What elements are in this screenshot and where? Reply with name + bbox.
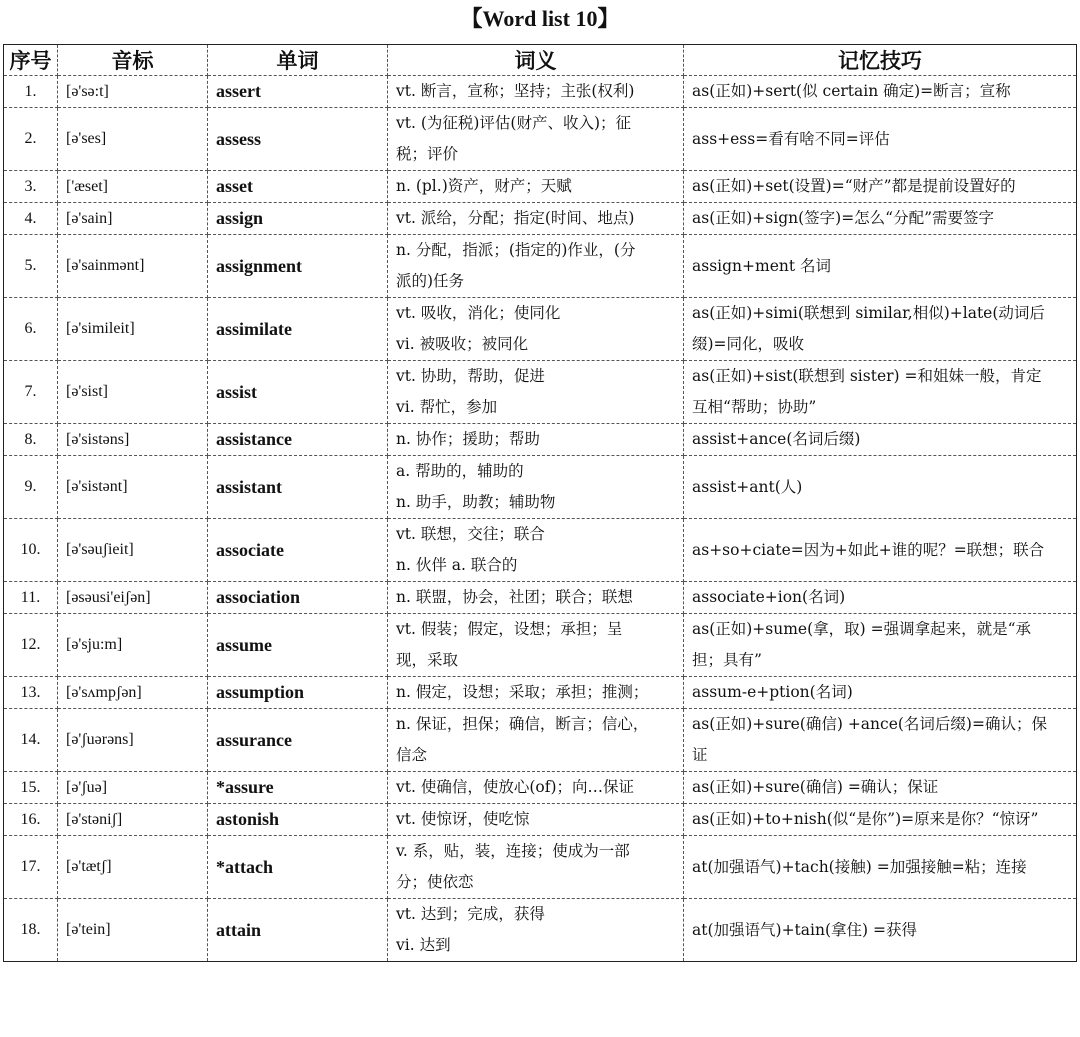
tip-line: as+so+ciate=因为+如此+谁的呢？=联想；联合: [692, 540, 1045, 559]
meaning-line: vt. 断言，宣称；坚持；主张(权利): [396, 82, 635, 100]
table-row: [4, 582, 1077, 614]
meaning-line: v. 系，贴，装，连接；使成为一部: [396, 842, 630, 860]
tip-line: 互相“帮助；协助”: [692, 398, 817, 416]
row-phonetic: [ə'stəniʃ]: [58, 804, 208, 836]
row-phonetic: [ə'ʃuə]: [58, 772, 208, 804]
row-index: 7.: [4, 361, 58, 424]
row-index: 17.: [4, 836, 58, 899]
row-phonetic: [ə'sistənt]: [58, 456, 208, 519]
tip-line: 缀)=同化，吸收: [692, 335, 805, 353]
row-word: assumption: [208, 677, 388, 709]
row-index: 11.: [4, 582, 58, 614]
row-phonetic: [ə'sistəns]: [58, 424, 208, 456]
table-row: [4, 108, 1077, 171]
row-meaning: [388, 76, 684, 108]
table-row: [4, 171, 1077, 203]
row-word: association: [208, 582, 388, 614]
row-index: 12.: [4, 614, 58, 677]
header-word: 单词: [208, 45, 388, 76]
row-word: assimilate: [208, 298, 388, 361]
row-word: assist: [208, 361, 388, 424]
header-memory-tip: 记忆技巧: [684, 45, 1077, 76]
meaning-line: vt. (为征税)评估(财产、收入)；征: [396, 114, 632, 132]
meaning-line: 派的)任务: [396, 272, 465, 290]
row-phonetic: [ə'tein]: [58, 899, 208, 962]
tip-line: as(正如)+sure(确信) =确认；保证: [692, 778, 939, 796]
row-index: 3.: [4, 171, 58, 203]
tip-line: assign+ment 名词: [692, 256, 832, 275]
meaning-line: a. 帮助的，辅助的: [396, 462, 524, 480]
row-memory-tip: [684, 235, 1077, 298]
row-memory-tip: [684, 836, 1077, 899]
tip-line: assist+ance(名词后缀): [692, 430, 861, 448]
row-phonetic: [ə'ses]: [58, 108, 208, 171]
meaning-line: vi. 被吸收；被同化: [396, 335, 529, 353]
row-phonetic: [ə'sain]: [58, 203, 208, 235]
row-memory-tip: [684, 899, 1077, 962]
row-index: 13.: [4, 677, 58, 709]
row-index: 15.: [4, 772, 58, 804]
meaning-line: 现，采取: [396, 651, 459, 669]
row-index: 10.: [4, 519, 58, 582]
row-word: assistant: [208, 456, 388, 519]
page-title: 【Word list 10】: [460, 6, 620, 31]
row-memory-tip: [684, 203, 1077, 235]
row-word: assistance: [208, 424, 388, 456]
table-row: [4, 519, 1077, 582]
table-row: [4, 456, 1077, 519]
row-meaning: [388, 171, 684, 203]
row-word: *attach: [208, 836, 388, 899]
row-phonetic: [ə'tætʃ]: [58, 836, 208, 899]
tip-line: as(正如)+sert(似 certain 确定)=断言；宣称: [692, 82, 1011, 100]
row-phonetic: [ə'sʌmpʃən]: [58, 677, 208, 709]
table-row: [4, 677, 1077, 709]
tip-line: ass+ess=看有啥不同=评估: [692, 129, 890, 148]
word-list-table: [3, 44, 1077, 962]
table-row: [4, 709, 1077, 772]
row-memory-tip: [684, 519, 1077, 582]
row-memory-tip: [684, 582, 1077, 614]
meaning-line: n. 保证，担保；确信，断言；信心，: [396, 715, 649, 733]
table-row: [4, 899, 1077, 962]
tip-line: as(正如)+sure(确信) +ance(名词后缀)=确认；保: [692, 715, 1047, 733]
row-meaning: [388, 709, 684, 772]
row-phonetic: [ə'ʃuərəns]: [58, 709, 208, 772]
row-memory-tip: [684, 424, 1077, 456]
table-row: [4, 298, 1077, 361]
row-memory-tip: [684, 677, 1077, 709]
header-meaning: 词义: [388, 45, 684, 76]
meaning-line: vt. 协助，帮助，促进: [396, 367, 545, 385]
row-memory-tip: [684, 772, 1077, 804]
tip-line: at(加强语气)+tain(拿住) =获得: [692, 920, 917, 939]
row-index: 6.: [4, 298, 58, 361]
tip-line: 证: [692, 746, 708, 764]
row-word: astonish: [208, 804, 388, 836]
row-word: *assure: [208, 772, 388, 804]
tip-line: as(正如)+simi(联想到 similar,相似)+late(动词后: [692, 304, 1045, 322]
meaning-line: 税；评价: [396, 145, 459, 163]
row-phonetic: [ə'sju:m]: [58, 614, 208, 677]
row-index: 5.: [4, 235, 58, 298]
row-meaning: [388, 677, 684, 709]
meaning-line: n. 分配，指派；(指定的)作业，(分: [396, 241, 636, 259]
row-meaning: [388, 772, 684, 804]
tip-line: at(加强语气)+tach(接触) =加强接触=粘；连接: [692, 857, 1027, 876]
row-word: assurance: [208, 709, 388, 772]
row-memory-tip: [684, 108, 1077, 171]
meaning-line: n. 联盟，协会，社团；联合；联想: [396, 588, 633, 606]
meaning-line: 信念: [396, 746, 428, 764]
row-phonetic: [ə'səuʃieit]: [58, 519, 208, 582]
table-row: [4, 361, 1077, 424]
tip-line: assist+ant(人): [692, 477, 803, 496]
row-memory-tip: [684, 171, 1077, 203]
row-index: 14.: [4, 709, 58, 772]
meaning-line: vt. 联想，交往；联合: [396, 525, 545, 543]
row-word: assignment: [208, 235, 388, 298]
row-memory-tip: [684, 298, 1077, 361]
meaning-line: n. 协作；援助；帮助: [396, 430, 540, 448]
header-index: 序号: [4, 45, 58, 76]
row-word: assume: [208, 614, 388, 677]
row-index: 1.: [4, 76, 58, 108]
table-row: [4, 614, 1077, 677]
row-index: 18.: [4, 899, 58, 962]
row-word: assess: [208, 108, 388, 171]
row-memory-tip: [684, 614, 1077, 677]
tip-line: as(正如)+sist(联想到 sister) =和姐妹一般，肯定: [692, 367, 1042, 385]
meaning-line: vt. 派给，分配；指定(时间、地点): [396, 209, 635, 227]
row-meaning: [388, 519, 684, 582]
meaning-line: vt. 达到；完成，获得: [396, 905, 545, 923]
row-meaning: [388, 298, 684, 361]
tip-line: as(正如)+sign(签字)=怎么“分配”需要签字: [692, 209, 995, 227]
meaning-line: vt. 使惊讶，使吃惊: [396, 810, 530, 828]
row-meaning: [388, 582, 684, 614]
row-phonetic: [ə'sainmənt]: [58, 235, 208, 298]
table-row: [4, 424, 1077, 456]
row-phonetic: [ə'sə:t]: [58, 76, 208, 108]
tip-line: as(正如)+sume(拿，取) =强调拿起来，就是“承: [692, 620, 1032, 638]
row-index: 4.: [4, 203, 58, 235]
tip-line: as(正如)+set(设置)=“财产”都是提前设置好的: [692, 177, 1016, 195]
table-header-row: [4, 45, 1077, 76]
header-phonetic: 音标: [58, 45, 208, 76]
row-index: 16.: [4, 804, 58, 836]
table-row: [4, 772, 1077, 804]
row-memory-tip: [684, 709, 1077, 772]
row-memory-tip: [684, 456, 1077, 519]
row-memory-tip: [684, 361, 1077, 424]
tip-line: assum-e+ption(名词): [692, 683, 853, 701]
meaning-line: n. 伙伴 a. 联合的: [396, 556, 518, 574]
row-meaning: [388, 804, 684, 836]
row-word: attain: [208, 899, 388, 962]
row-word: asset: [208, 171, 388, 203]
table-row: [4, 76, 1077, 108]
row-meaning: [388, 836, 684, 899]
row-meaning: [388, 235, 684, 298]
meaning-line: vt. 使确信，使放心(of)；向…保证: [396, 778, 635, 796]
row-phonetic: ['æset]: [58, 171, 208, 203]
row-index: 8.: [4, 424, 58, 456]
row-meaning: [388, 456, 684, 519]
meaning-line: n. (pl.)资产，财产；天赋: [396, 177, 572, 195]
row-index: 2.: [4, 108, 58, 171]
row-meaning: [388, 108, 684, 171]
tip-line: as(正如)+to+nish(似“是你”)=原来是你？“惊讶”: [692, 810, 1039, 828]
row-phonetic: [ə'simileit]: [58, 298, 208, 361]
meaning-line: vi. 达到: [396, 936, 451, 954]
row-phonetic: [əsəusi'eiʃən]: [58, 582, 208, 614]
row-memory-tip: [684, 804, 1077, 836]
row-memory-tip: [684, 76, 1077, 108]
meaning-line: n. 助手，助教；辅助物: [396, 493, 556, 511]
tip-line: 担；具有”: [692, 651, 762, 669]
row-meaning: [388, 424, 684, 456]
meaning-line: vi. 帮忙，参加: [396, 398, 498, 416]
meaning-line: vt. 吸收，消化；使同化: [396, 304, 561, 322]
table-row: [4, 235, 1077, 298]
row-meaning: [388, 614, 684, 677]
table-row: [4, 804, 1077, 836]
row-word: assign: [208, 203, 388, 235]
meaning-line: n. 假定，设想；采取；承担；推测；: [396, 683, 649, 701]
row-meaning: [388, 203, 684, 235]
table-row: [4, 203, 1077, 235]
row-index: 9.: [4, 456, 58, 519]
tip-line: associate+ion(名词): [692, 588, 846, 606]
row-meaning: [388, 899, 684, 962]
table-row: [4, 836, 1077, 899]
row-word: assert: [208, 76, 388, 108]
row-phonetic: [ə'sist]: [58, 361, 208, 424]
meaning-line: 分；使依恋: [396, 873, 474, 891]
row-word: associate: [208, 519, 388, 582]
meaning-line: vt. 假装；假定，设想；承担；呈: [396, 620, 623, 638]
row-meaning: [388, 361, 684, 424]
